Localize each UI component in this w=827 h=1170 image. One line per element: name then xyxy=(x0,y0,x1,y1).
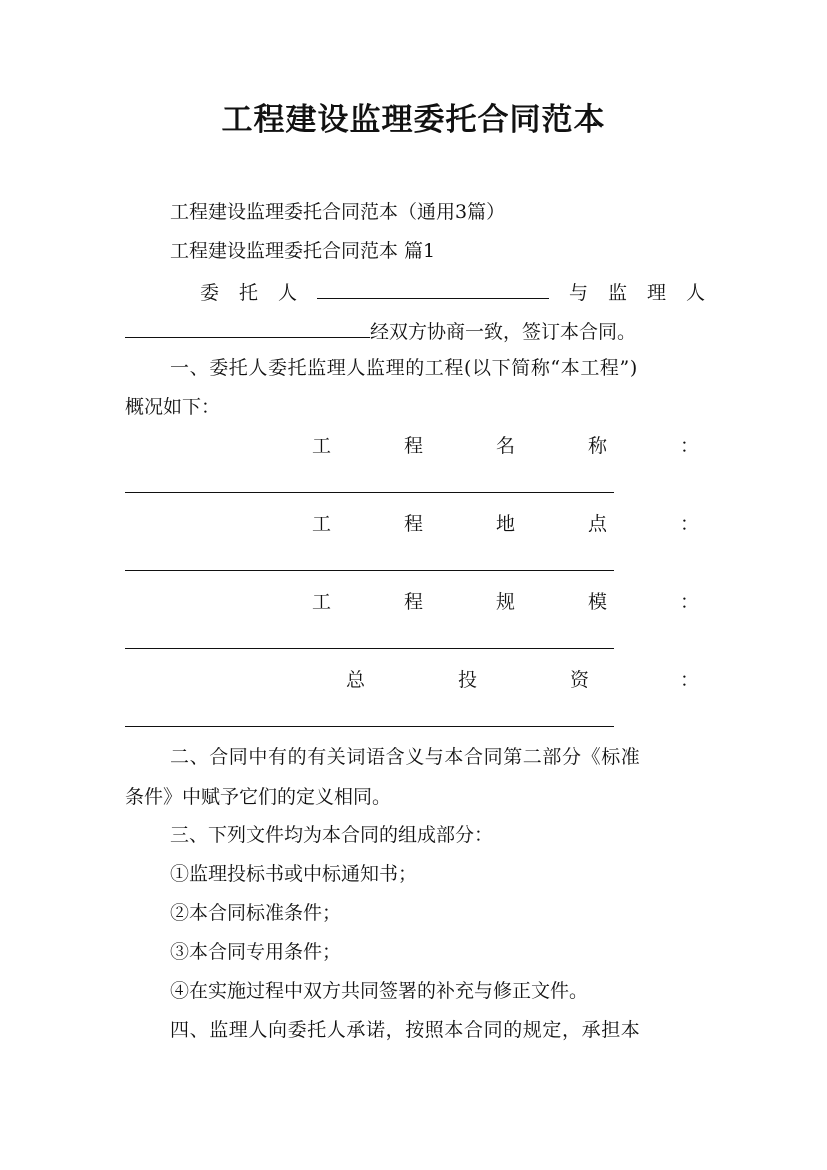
field-project-location-label xyxy=(312,512,700,536)
field-char: 程 xyxy=(404,435,424,457)
field-char: 地 xyxy=(496,513,516,535)
field-char: 规 xyxy=(496,591,516,613)
field-project-name-label xyxy=(312,434,700,458)
field-char: 模 xyxy=(588,591,608,613)
intro-word: 理 xyxy=(646,282,666,304)
field-char: 投 xyxy=(458,669,478,691)
intro-line-1 xyxy=(200,278,705,305)
clause-3-item-1: ①监理投标书或中标通知书； xyxy=(170,863,418,885)
field-colon: ： xyxy=(680,513,700,535)
section-heading: 工程建设监理委托合同范本 篇1 xyxy=(170,240,436,262)
clause-3-line-1: 三、下列文件均为本合同的组成部分： xyxy=(170,824,494,846)
intro-word: 与 xyxy=(568,282,588,304)
intro-word: 监 xyxy=(607,282,627,304)
field-char: 程 xyxy=(404,513,424,535)
clause-2-line-2: 条件》中赋予它们的定义相同。 xyxy=(125,786,392,808)
intro-word: 托 xyxy=(239,282,259,304)
document-title: 工程建设监理委托合同范本 xyxy=(221,102,606,138)
field-char: 名 xyxy=(496,435,516,457)
clause-2-line-1: 二、合同中有的有关词语含义与本合同第二部分《标准 xyxy=(170,746,641,768)
project-name-blank-line xyxy=(125,492,614,493)
project-location-blank-line xyxy=(125,570,614,571)
clause-1-line-2: 概况如下： xyxy=(125,396,221,418)
clause-1-line-1: 一、委托人委托监理人监理的工程(以下简称“本工程”) xyxy=(170,357,638,379)
principal-blank-line xyxy=(317,278,549,299)
intro-word: 人 xyxy=(685,282,705,304)
field-char: 工 xyxy=(312,435,332,457)
field-char: 工 xyxy=(312,591,332,613)
field-char: 称 xyxy=(588,435,608,457)
total-investment-blank-line xyxy=(125,726,614,727)
field-colon: ： xyxy=(680,435,700,457)
intro-line-2-text: 经双方协商一致，签订本合同。 xyxy=(370,321,637,343)
intro-word: 委 xyxy=(200,282,220,304)
clause-3-item-4: ④在实施过程中双方共同签署的补充与修正文件。 xyxy=(170,980,589,1002)
field-colon: ： xyxy=(680,591,700,613)
field-char: 工 xyxy=(312,513,332,535)
field-total-investment-label xyxy=(346,668,700,692)
intro-word: 人 xyxy=(278,282,298,304)
clause-4-line-1: 四、监理人向委托人承诺，按照本合同的规定，承担本 xyxy=(170,1019,641,1041)
supervisor-blank-line xyxy=(125,317,370,338)
project-scale-blank-line xyxy=(125,648,614,649)
field-char: 总 xyxy=(346,669,366,691)
clause-3-item-3: ③本合同专用条件； xyxy=(170,941,342,963)
field-project-scale-label xyxy=(312,590,700,614)
intro-line-2 xyxy=(125,317,636,344)
field-char: 点 xyxy=(588,513,608,535)
field-char: 程 xyxy=(404,591,424,613)
clause-3-item-2: ②本合同标准条件； xyxy=(170,902,342,924)
document-subtitle: 工程建设监理委托合同范本（通用3篇） xyxy=(170,201,506,223)
field-colon: ： xyxy=(680,669,700,691)
field-char: 资 xyxy=(570,669,590,691)
